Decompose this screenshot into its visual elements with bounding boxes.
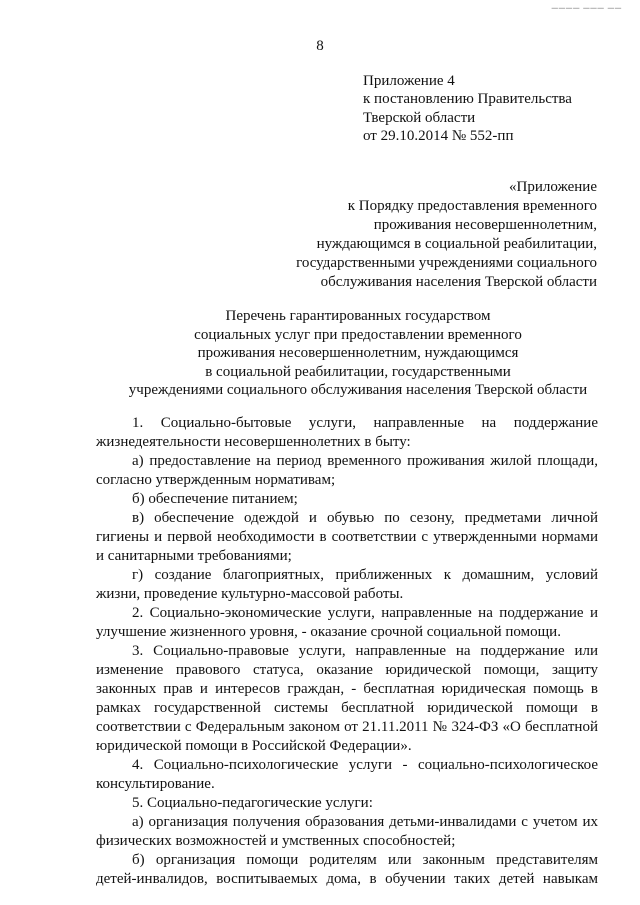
body-paragraph xyxy=(96,490,598,509)
appendix-header xyxy=(363,72,572,145)
paragraph-line: рамках государственной системы бесплатной юридической помощи в xyxy=(96,700,598,716)
order-line: «Приложение xyxy=(508,179,597,195)
page-number: 8 xyxy=(316,38,324,54)
order-line: нуждающимся в социальной реабилитации, xyxy=(316,236,597,252)
paragraph-line: изменение правового статуса, оказание юридической помощи, защиту xyxy=(96,662,598,678)
order-line: государственными учреждениями социального xyxy=(296,255,597,271)
paragraph-line: консультирование. xyxy=(96,776,215,792)
title-line: социальных услуг при предоставлении временного xyxy=(194,326,522,343)
title-line: учреждениями социального обслуживания населения Тверской области xyxy=(128,382,588,398)
paragraph-line: и санитарными требованиями; xyxy=(96,548,292,564)
paragraph-line: гигиены и первой необходимости в соответствии с утвержденными нормами xyxy=(96,529,598,545)
paragraph-line: жизни, проведение культурно-массовой работы. xyxy=(96,586,404,602)
paragraph-line: 3. Социально-правовые услуги, направленные на поддержание или xyxy=(132,643,598,659)
title-line: Перечень гарантированных государством xyxy=(225,308,491,324)
paragraph-line: а) организация получения образования детьми-инвалидами с учетом их xyxy=(132,814,598,830)
paragraph-line: детей-инвалидов, воспитываемых дома, в обучении таких детей навыкам xyxy=(96,871,598,887)
order-line: обслуживания населения Тверской области xyxy=(320,274,597,290)
appendix-line: к постановлению Правительства xyxy=(363,91,572,108)
paragraph-line: соответствии с Федеральным законом от 21.11.2011 № 324-ФЗ «О бесплатной xyxy=(96,719,598,735)
body-paragraph xyxy=(96,756,598,794)
paragraph-line: улучшение жизненного уровня, - оказание срочной социальной помощи. xyxy=(96,624,561,640)
title-line: проживания несовершеннолетним, нуждающимся xyxy=(197,345,519,361)
paragraph-line: согласно утвержденным нормативам; xyxy=(96,472,336,488)
paragraph-line: 4. Социально-психологические услуги - социально-психологическое xyxy=(132,757,598,773)
body-paragraph xyxy=(96,414,598,452)
body-paragraph xyxy=(96,851,598,889)
paragraph-line: юридической помощи в Российской Федерации». xyxy=(96,738,412,754)
paragraph-line: 1. Социально-бытовые услуги, направленные на поддержание xyxy=(132,415,598,431)
paragraph-line: б) обеспечение питанием; xyxy=(132,491,298,507)
document-body xyxy=(96,414,598,889)
paragraph-line: в) обеспечение одеждой и обувью по сезону, предметами личной xyxy=(132,510,598,526)
paragraph-line: б) организация помощи родителям или законным представителям xyxy=(132,852,598,868)
appendix-line: Приложение 4 xyxy=(363,73,455,89)
scan-corner-mark: ▁▁▁▁ ▁▁▁ ▁▁ xyxy=(551,0,622,9)
body-paragraph xyxy=(96,794,598,813)
paragraph-line: 5. Социально-педагогические услуги: xyxy=(132,795,373,811)
body-paragraph xyxy=(96,509,598,566)
paragraph-line: законных прав и интересов граждан, - бесплатная юридическая помощь в xyxy=(96,681,598,697)
paragraph-line: г) создание благоприятных, приближенных к домашним, условий xyxy=(132,567,598,583)
appendix-line: Тверской области xyxy=(363,109,476,126)
document-title xyxy=(0,307,640,400)
appendix-line: от 29.10.2014 № 552-пп xyxy=(363,127,514,144)
order-line: проживания несовершеннолетним, xyxy=(373,217,597,233)
order-line: к Порядку предоставления временного xyxy=(347,198,597,214)
body-paragraph xyxy=(96,566,598,604)
body-paragraph xyxy=(96,813,598,851)
body-paragraph xyxy=(96,642,598,756)
body-paragraph xyxy=(96,452,598,490)
paragraph-line: жизнедеятельности несовершеннолетних в быту: xyxy=(96,434,411,450)
order-reference xyxy=(296,178,597,292)
paragraph-line: 2. Социально-экономические услуги, направленные на поддержание и xyxy=(132,605,598,621)
title-line: в социальной реабилитации, государственными xyxy=(205,363,511,380)
body-paragraph xyxy=(96,604,598,642)
paragraph-line: а) предоставление на период временного проживания жилой площади, xyxy=(132,453,598,469)
paragraph-line: физических возможностей и умственных способностей; xyxy=(96,833,456,849)
